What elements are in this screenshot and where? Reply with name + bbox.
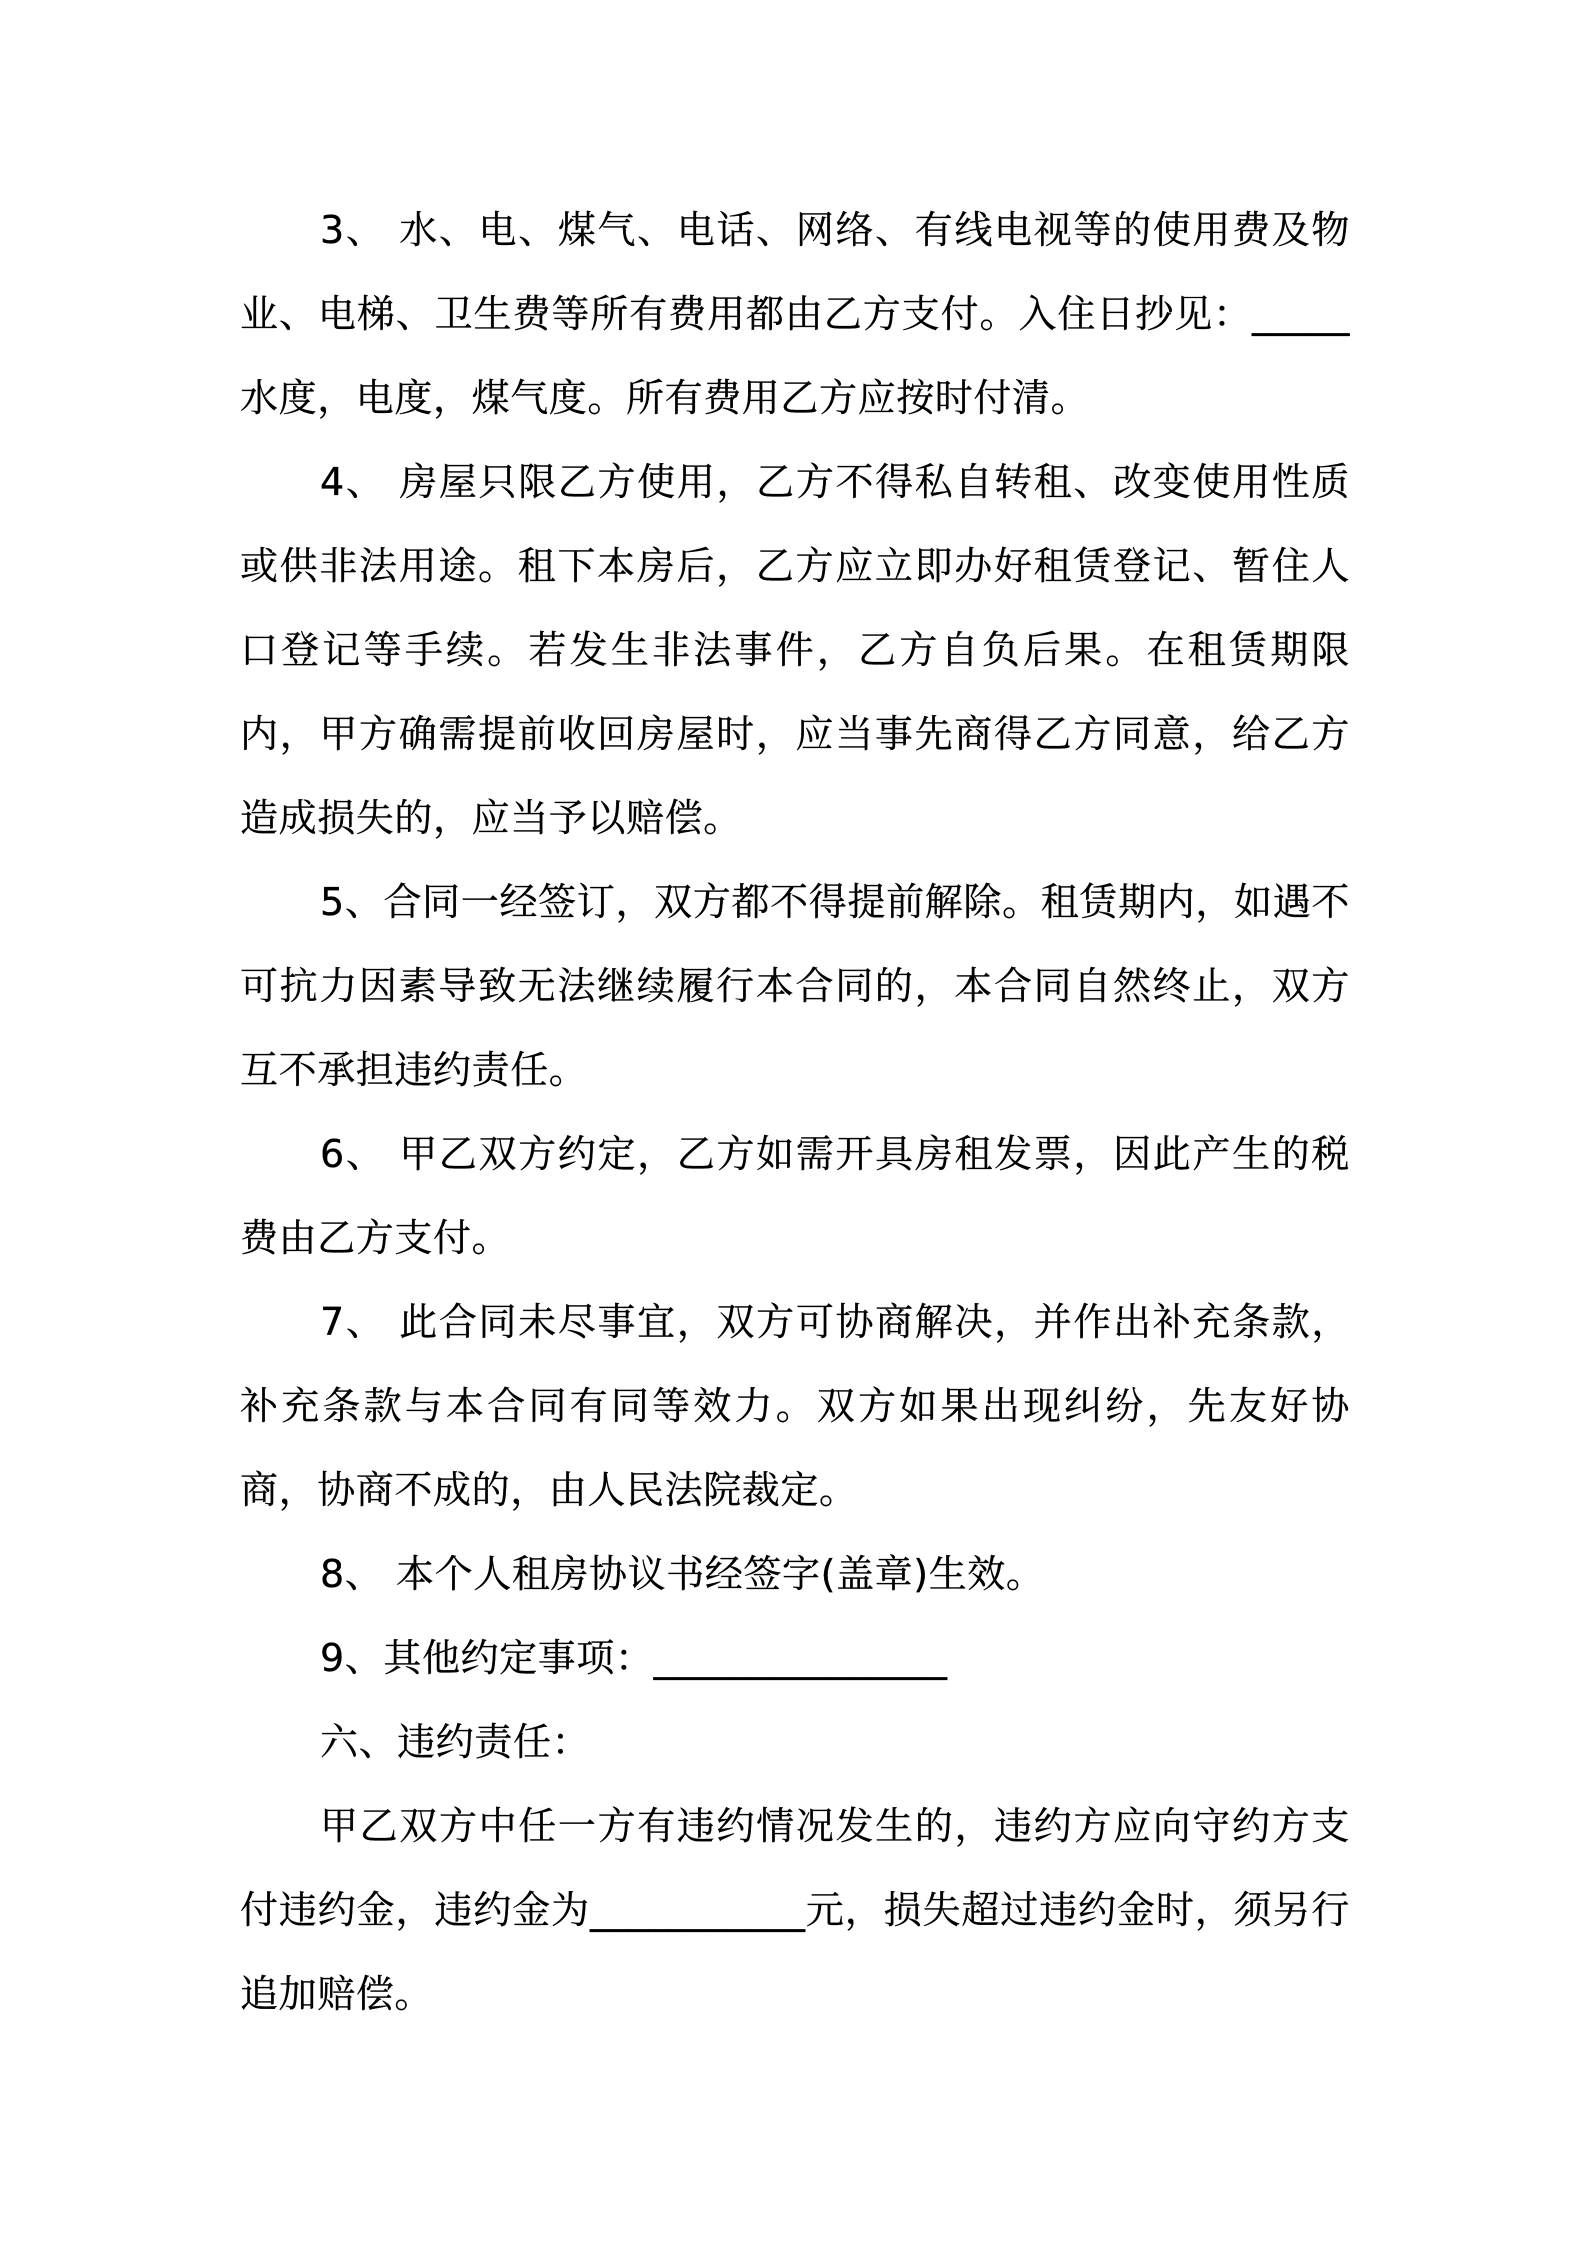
clause-3-paragraph: 3、 水、电、煤气、电话、网络、有线电视等的使用费及物业、电梯、卫生费等所有费用都由乙方支付。入住日抄见：_____水度，电度，煤气度。所有费用乙方应按时付清。 (240, 208, 1350, 420)
section-6-heading: 六、违约责任： (320, 1720, 591, 1764)
section-6-body: 甲乙双方中任一方有违约情况发生的，违约方应向守约方支付违约金，违约金为___________元，损失超过违约金时，须另行追加赔偿。 (240, 1804, 1350, 2016)
document-body (240, 188, 1350, 2036)
clause-4-paragraph: 4、 房屋只限乙方使用，乙方不得私自转租、改变使用性质或供非法用途。租下本房后，乙方应立即办好租赁登记、暂住人口登记等手续。若发生非法事件，乙方自负后果。在租赁期限内，甲方确需提前收回房屋时，应当事先商得乙方同意，给乙方造成损失的，应当予以赔偿。 (240, 460, 1350, 840)
clause-9-paragraph: 9、其他约定事项：_______________ (320, 1636, 948, 1680)
clause-5-paragraph: 5、合同一经签订，双方都不得提前解除。租赁期内，如遇不可抗力因素导致无法继续履行本合同的，本合同自然终止，双方互不承担违约责任。 (240, 880, 1350, 1092)
clause-7-paragraph: 7、 此合同未尽事宜，双方可协商解决，并作出补充条款，补充条款与本合同有同等效力。双方如果出现纠纷，先友好协商，协商不成的，由人民法院裁定。 (240, 1300, 1350, 1512)
clause-8-paragraph: 8、 本个人租房协议书经签字(盖章)生效。 (320, 1552, 1045, 1596)
clause-6-paragraph: 6、 甲乙双方约定，乙方如需开具房租发票，因此产生的税费由乙方支付。 (240, 1132, 1350, 1260)
